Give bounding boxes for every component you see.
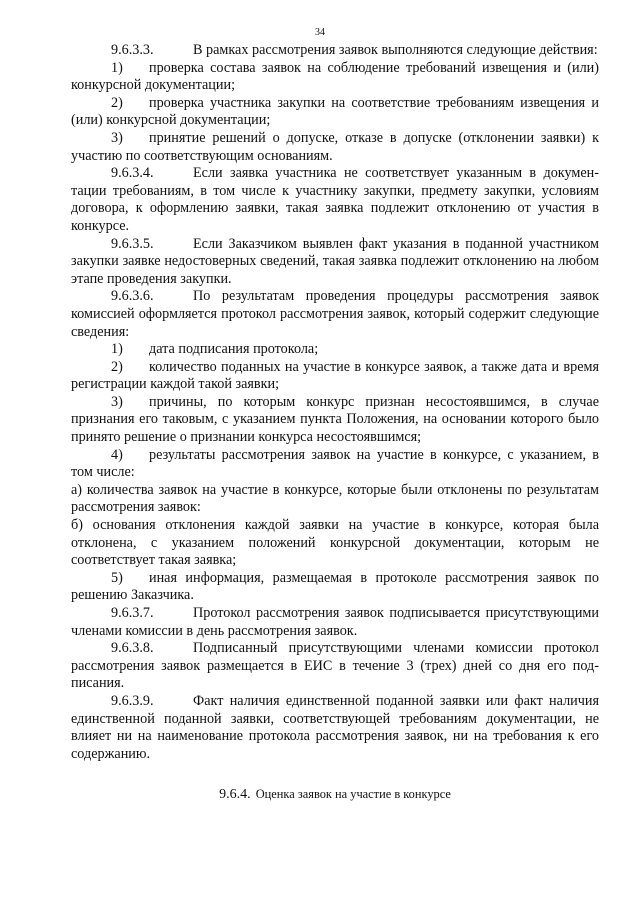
list-item [71, 341, 599, 359]
clause-number: 9.6.3.6. [111, 288, 154, 305]
clause-paragraph [71, 605, 599, 640]
list-item [71, 447, 599, 482]
item-number: 5) [111, 569, 123, 586]
item-number: 2) [111, 94, 123, 111]
item-text: принятие решений о допуске, отказе в допуске (отклонении заявки) к участию по соответствующим основаниям. [71, 129, 599, 164]
sub-item: б) основания отклонения каждой заявки на участие в конкурсе, которая была отклонена, с указанием положений конкурсной документации, которым не соответствует такая заявка; [71, 517, 599, 569]
list-item [71, 394, 599, 447]
clause-text: Протокол рассмотрения заявок подписывается присутствующими членами комиссии в день рассмотрения заявок. [71, 605, 599, 639]
item-text: проверка состава заявок на соблюдение требований извещения и (или) конкурсной документации; [71, 59, 599, 94]
clause-paragraph [71, 640, 599, 693]
list-item [71, 60, 599, 95]
list-item [71, 359, 599, 394]
list-item [71, 130, 599, 165]
clause-text: В рамках рассмотрения заявок выполняются следующие действия: [193, 42, 598, 58]
clause-text: Факт наличия единственной поданной заявки или факт наличия единственной поданной заявки, соответствующей требованиям документации, не влияет ни на наименование протокола рассмотрения заявок, ни на требования к его содержанию. [71, 692, 599, 762]
clause-number: 9.6.3.7. [111, 605, 154, 621]
item-text: иная информация, размещаемая в протоколе рассмотрения заявок по решению Заказчика. [71, 569, 599, 604]
clause-number: 9.6.3.9. [111, 692, 154, 709]
clause-text: По результатам проведения процедуры рассмотрения заявок комиссией оформляется протокол рассмотрения заявок, который содержит следующие сведения: [71, 288, 599, 340]
clause-paragraph [71, 288, 599, 341]
clause-text: Если заявка участника не соответствует указанным в документации требованиям, в том числе к участнику закупки, предмету закупки, условиям договора, к оформлению заявки, такая заявка подлежит отклонению от участия в конкурсе. [71, 165, 599, 234]
section-title: Оценка заявок на участие в конкурсе [255, 787, 451, 802]
list-item [71, 570, 599, 605]
clause-paragraph [71, 693, 599, 763]
item-number: 1) [111, 341, 123, 358]
section-number: 9.6.4. [219, 787, 251, 803]
clause-text: Если Заказчиком выявлен факт указания в поданной участником закупки заявке недостоверных сведений, такая заявка подлежит отклонению на любом этапе проведения закупки. [71, 235, 599, 287]
clause-paragraph [71, 42, 599, 60]
clause-number: 9.6.3.3. [111, 42, 154, 58]
item-text: причины, по которым конкурс признан несостоявшимся, в случае признания его таковым, с указанием пункта Положения, на основании которого было принято решение о признании конкурса несостоявшимся; [71, 393, 599, 446]
item-text: результаты рассмотрения заявок на участие в конкурсе, с указанием, в том числе: [71, 446, 599, 481]
item-text: проверка участника закупки на соответствие требованиям извещения и (или) конкурсной документации; [71, 94, 599, 129]
clause-number: 9.6.3.4. [111, 165, 154, 182]
clause-number: 9.6.3.8. [111, 640, 154, 657]
page-number: 34 [315, 27, 325, 38]
item-text: количество поданных на участие в конкурсе заявок, а также дата и время регистрации каждой такой заявки; [71, 358, 599, 393]
clause-paragraph [71, 236, 599, 289]
clause-number: 9.6.3.5. [111, 235, 154, 252]
sub-item: а) количества заявок на участие в конкурсе, которые были отклонены по результатам рассмотрения заявок: [71, 481, 599, 516]
item-number: 2) [111, 358, 123, 375]
clause-text: Подписанный присутствующими членами комиссии протокол рассмотрения заявок размещается в ЕИС в течение 3 (трех) дней со дня его подписания. [71, 640, 599, 692]
section-heading [71, 786, 599, 804]
document-body [71, 42, 599, 804]
item-number: 4) [111, 446, 123, 463]
item-number: 1) [111, 59, 123, 76]
item-text: дата подписания протокола; [149, 341, 319, 358]
item-number: 3) [111, 393, 123, 410]
clause-paragraph [71, 165, 599, 235]
item-number: 3) [111, 129, 123, 146]
list-item [71, 95, 599, 130]
